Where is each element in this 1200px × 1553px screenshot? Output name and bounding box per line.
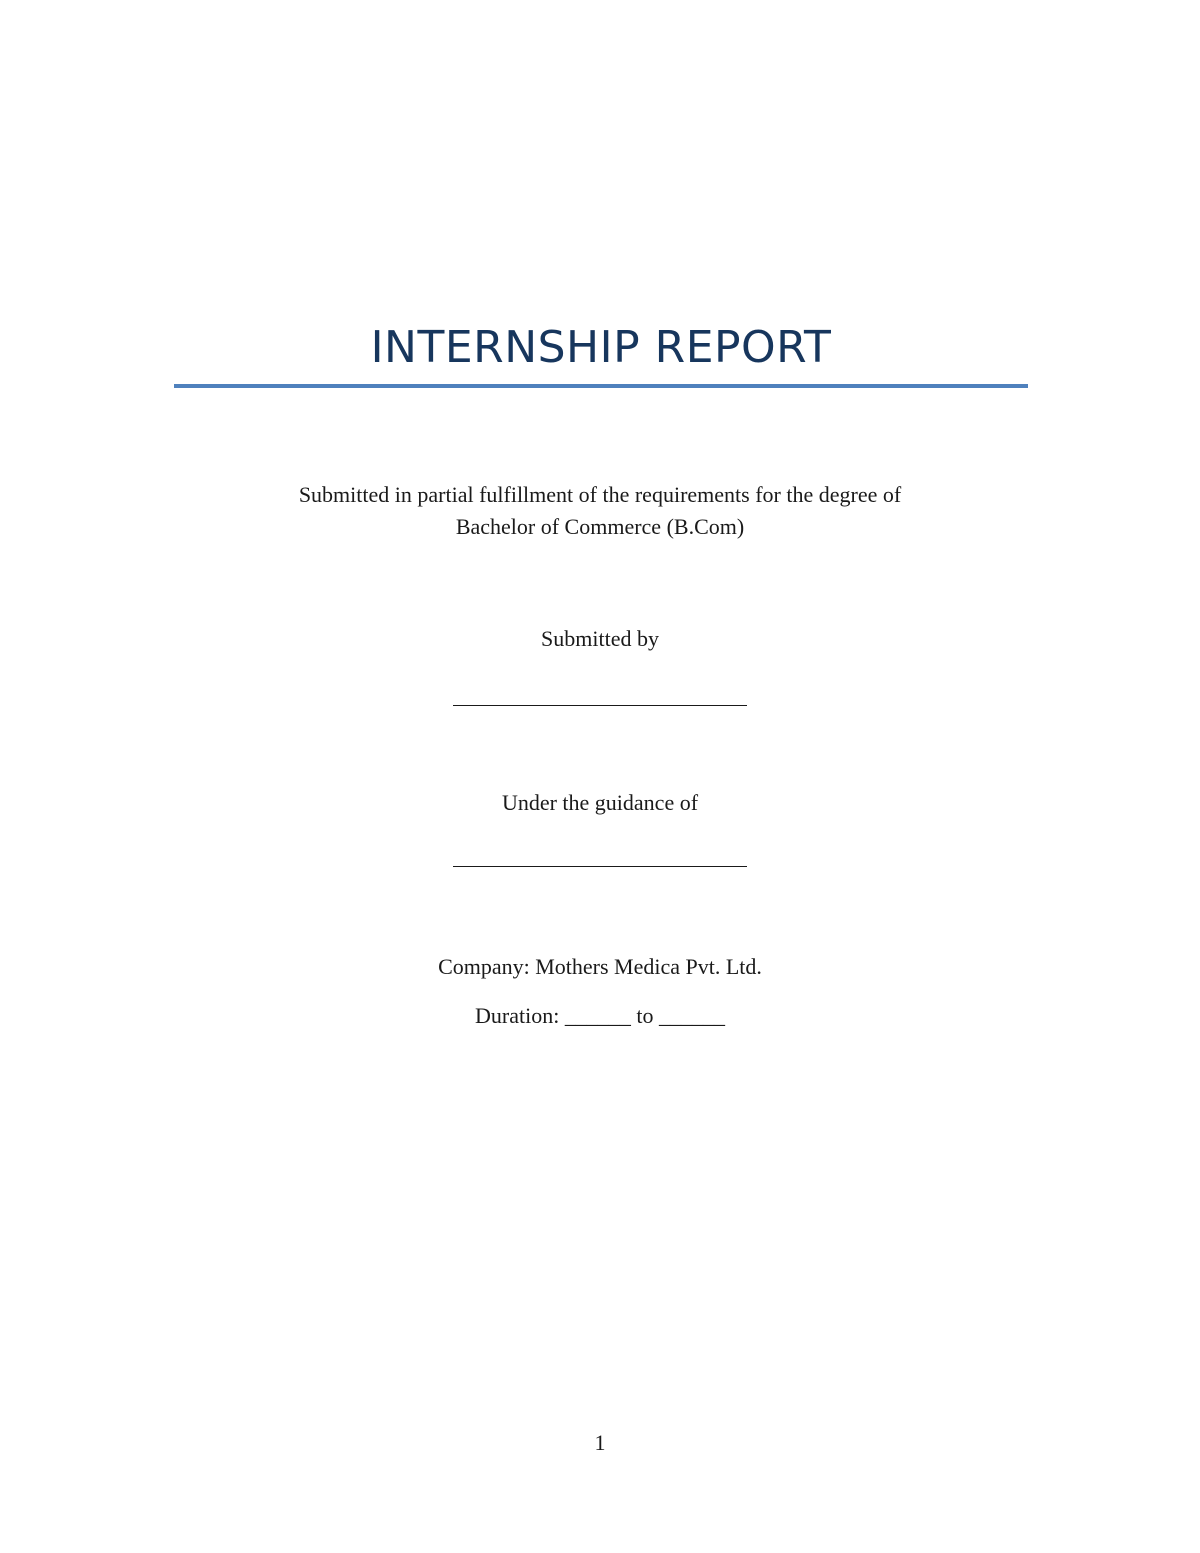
page-number: 1 <box>594 1430 606 1455</box>
company-line: Company: Mothers Medica Pvt. Ltd. <box>438 954 762 979</box>
report-title: INTERNSHIP REPORT <box>370 322 832 373</box>
fulfillment-line-1: Submitted in partial fulfillment of the requirements for the degree of <box>298 482 902 507</box>
duration-line: Duration: ______ to ______ <box>475 1003 725 1028</box>
title-underline <box>174 384 1028 388</box>
degree-line: Bachelor of Commerce (B.Com) <box>455 514 745 539</box>
submitted-by-blank-line <box>453 705 747 706</box>
guidance-blank-line <box>453 866 747 867</box>
submitted-by-label: Submitted by <box>541 626 659 651</box>
guidance-label: Under the guidance of <box>501 790 699 815</box>
